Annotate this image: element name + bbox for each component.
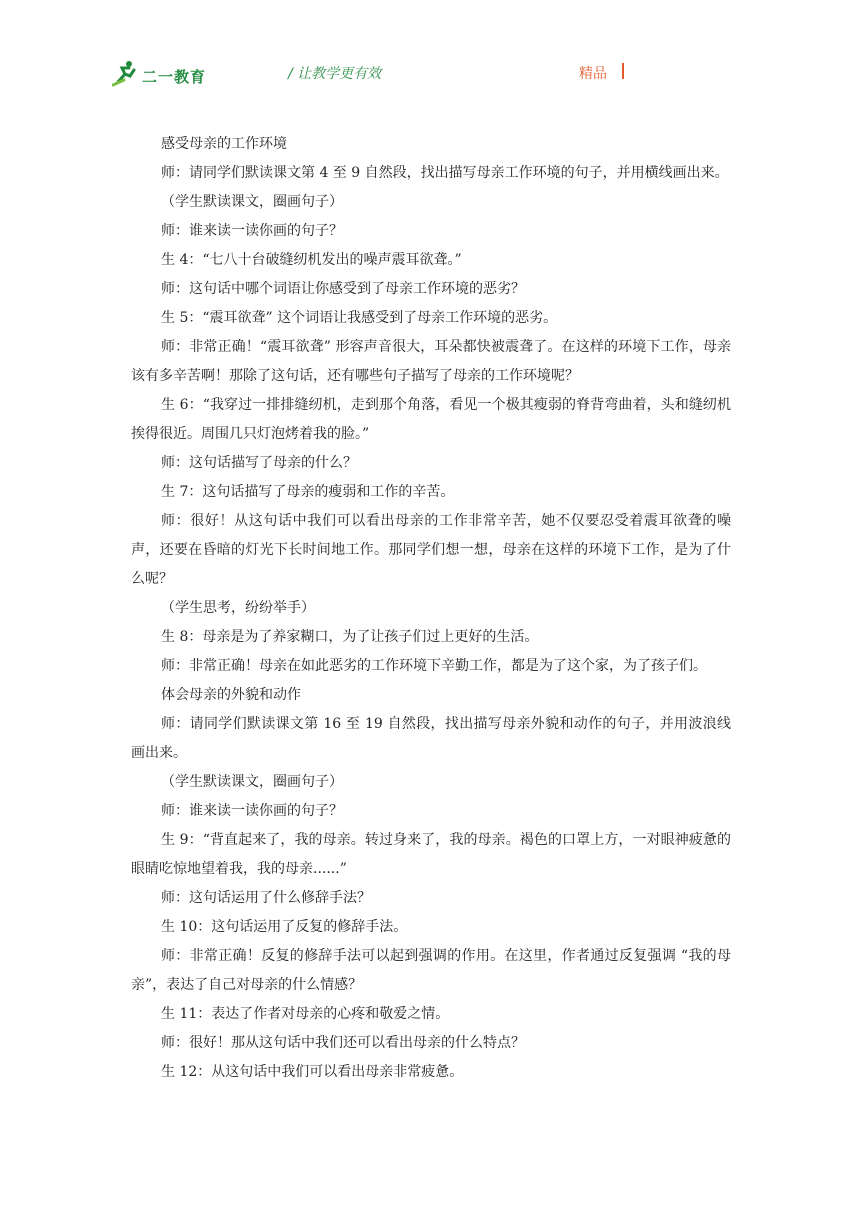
paragraph: （学生默读课文，圈画句子） xyxy=(161,774,343,790)
paragraph: 师：请同学们默读课文第 16 至 19 自然段，找出描写母亲外貌和动作的句子，并用波浪线画出来。 xyxy=(131,716,731,761)
paragraph: 师：很好！从这句话中我们可以看出母亲的工作非常辛苦，她不仅要忍受着震耳欲聋的噪声，还要在昏暗的灯光下长时间地工作。那同学们想一想，母亲在这样的环境下工作，是为了什么呢？ xyxy=(131,513,731,587)
paragraph: 生 11：表达了作者对母亲的心疼和敬爱之情。 xyxy=(161,1006,450,1022)
paragraph: 师：非常正确！“震耳欲聋” 形容声音很大，耳朵都快被震聋了。在这样的环境下工作，母亲该有多辛苦啊！那除了这句话，还有哪些句子描写了母亲的工作环境呢？ xyxy=(131,339,731,384)
paragraph: 生 8：母亲是为了养家糊口，为了让孩子们过上更好的生活。 xyxy=(161,629,539,645)
paragraph: 师：这句话中哪个词语让你感受到了母亲工作环境的恶劣？ xyxy=(161,281,525,297)
paragraph: 师：很好！那从这句话中我们还可以看出母亲的什么特点？ xyxy=(161,1035,525,1051)
paragraph: 师：谁来读一读你画的句子？ xyxy=(161,223,343,239)
header-slogan: / 让教学更有效 xyxy=(288,66,382,82)
paragraph: （学生思考，纷纷举手） xyxy=(161,600,315,616)
runner-icon xyxy=(112,60,142,88)
paragraph: 生 7：这句话描写了母亲的瘦弱和工作的辛苦。 xyxy=(161,484,455,500)
section-heading: 感受母亲的工作环境 xyxy=(161,136,287,152)
quality-badge: 精品 xyxy=(579,66,607,82)
paragraph: 生 4：“七八十台破缝纫机发出的噪声震耳欲聋。” xyxy=(161,252,462,268)
paragraph: 生 10：这句话运用了反复的修辞手法。 xyxy=(161,919,408,935)
section-heading: 体会母亲的外貌和动作 xyxy=(161,687,301,703)
paragraph: 生 6：“我穿过一排排缝纫机，走到那个角落，看见一个极其瘦弱的脊背弯曲着，头和缝纫机挨得很近。周围几只灯泡烤着我的脸。” xyxy=(131,397,731,442)
paragraph: 师：非常正确！反复的修辞手法可以起到强调的作用。在这里，作者通过反复强调 “我的母亲”，表达了自己对母亲的什么情感？ xyxy=(131,948,731,993)
paragraph: 师：这句话运用了什么修辞手法？ xyxy=(161,890,371,906)
badge-divider xyxy=(622,63,624,79)
paragraph: 师：这句话描写了母亲的什么？ xyxy=(161,455,357,471)
paragraph: 生 5：“震耳欲聋” 这个词语让我感受到了母亲工作环境的恶劣。 xyxy=(161,310,558,326)
paragraph: 师：谁来读一读你画的句子？ xyxy=(161,803,343,819)
brand-logo xyxy=(112,60,212,90)
paragraph: 师：请同学们默读课文第 4 至 9 自然段，找出描写母亲工作环境的句子，并用横线画出来。 xyxy=(161,165,729,181)
paragraph: （学生默读课文，圈画句子） xyxy=(161,194,343,210)
paragraph: 生 9：“背直起来了，我的母亲。转过身来了，我的母亲。褐色的口罩上方，一对眼神疲惫的眼睛吃惊地望着我，我的母亲......” xyxy=(131,832,731,877)
document-body xyxy=(131,130,731,1087)
paragraph: 师：非常正确！母亲在如此恶劣的工作环境下辛勤工作，都是为了这个家，为了孩子们。 xyxy=(161,658,707,674)
paragraph: 生 12：从这句话中我们可以看出母亲非常疲惫。 xyxy=(161,1064,464,1080)
page-header xyxy=(0,0,860,110)
logo-text: 二一教育 xyxy=(142,68,207,86)
